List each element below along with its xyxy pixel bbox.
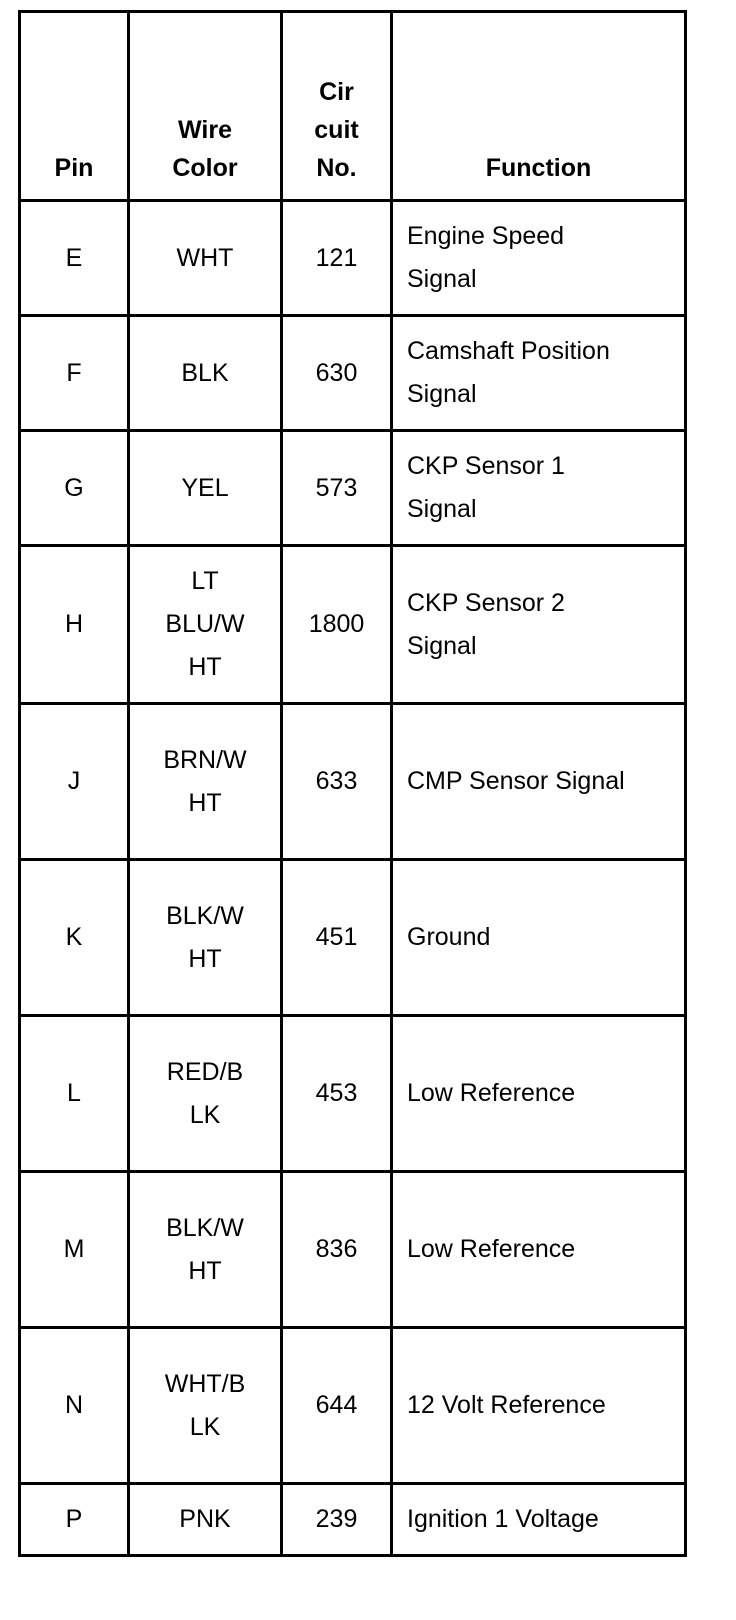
wire-color-cell: YEL: [129, 431, 282, 546]
function-cell: CMP Sensor Signal: [392, 704, 686, 860]
wire-color-cell: RED/B LK: [129, 1016, 282, 1172]
circuit-cell: 573: [282, 431, 392, 546]
header-pin: Pin: [20, 12, 129, 201]
wire-color-cell: WHT/B LK: [129, 1328, 282, 1484]
wire-color-cell: BRN/W HT: [129, 704, 282, 860]
pin-cell: E: [20, 201, 129, 316]
table-row: [20, 1172, 686, 1328]
pin-cell: F: [20, 316, 129, 431]
wire-color-cell: LT BLU/W HT: [129, 546, 282, 704]
wire-color-cell: BLK/W HT: [129, 860, 282, 1016]
circuit-cell: 239: [282, 1484, 392, 1556]
wire-color-cell: PNK: [129, 1484, 282, 1556]
connector-pinout-table: [18, 10, 687, 1557]
header-function: Function: [392, 12, 686, 201]
circuit-cell: 453: [282, 1016, 392, 1172]
table-row: [20, 860, 686, 1016]
circuit-cell: 451: [282, 860, 392, 1016]
table-row: [20, 704, 686, 860]
table-row: [20, 201, 686, 316]
function-cell: Camshaft Position Signal: [392, 316, 686, 431]
pin-cell: H: [20, 546, 129, 704]
pin-cell: N: [20, 1328, 129, 1484]
function-cell: Low Reference: [392, 1016, 686, 1172]
pin-cell: M: [20, 1172, 129, 1328]
pin-cell: K: [20, 860, 129, 1016]
circuit-cell: 633: [282, 704, 392, 860]
circuit-cell: 1800: [282, 546, 392, 704]
wire-color-cell: BLK/W HT: [129, 1172, 282, 1328]
wire-color-cell: BLK: [129, 316, 282, 431]
wire-color-cell: WHT: [129, 201, 282, 316]
header-wire-color: Wire Color: [129, 12, 282, 201]
header-circuit-no: Cir cuit No.: [282, 12, 392, 201]
pin-cell: L: [20, 1016, 129, 1172]
function-cell: CKP Sensor 2 Signal: [392, 546, 686, 704]
function-cell: Ground: [392, 860, 686, 1016]
circuit-cell: 836: [282, 1172, 392, 1328]
function-cell: 12 Volt Reference: [392, 1328, 686, 1484]
table-row: [20, 316, 686, 431]
function-cell: Engine Speed Signal: [392, 201, 686, 316]
function-cell: Low Reference: [392, 1172, 686, 1328]
table-row: [20, 546, 686, 704]
table-row: [20, 1328, 686, 1484]
pin-cell: J: [20, 704, 129, 860]
table-row: [20, 1016, 686, 1172]
circuit-cell: 630: [282, 316, 392, 431]
function-cell: CKP Sensor 1 Signal: [392, 431, 686, 546]
function-cell: Ignition 1 Voltage: [392, 1484, 686, 1556]
table-row: [20, 431, 686, 546]
circuit-cell: 644: [282, 1328, 392, 1484]
pin-cell: G: [20, 431, 129, 546]
header-row: [20, 12, 686, 201]
circuit-cell: 121: [282, 201, 392, 316]
table-row: [20, 1484, 686, 1556]
pin-cell: P: [20, 1484, 129, 1556]
